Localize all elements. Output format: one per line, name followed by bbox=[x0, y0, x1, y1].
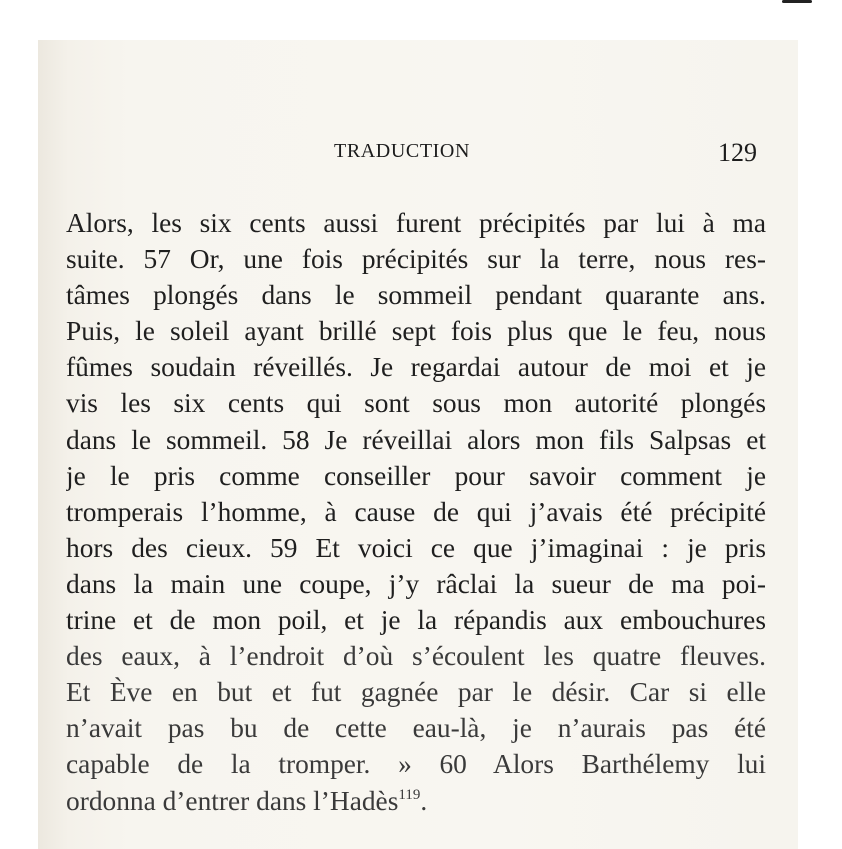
text-line: dans le sommeil. 58 Je réveillai alors mon fils Salpsas et bbox=[66, 424, 766, 455]
page-edge-shadow bbox=[782, 0, 812, 3]
page-number: 129 bbox=[718, 138, 757, 167]
last-line-text: ordonna d’entrer dans l’Hadès bbox=[66, 785, 399, 816]
text-line: hors des cieux. 59 Et voici ce que j’imaginai : je pris bbox=[66, 532, 766, 563]
footnote-reference[interactable]: 119 bbox=[398, 786, 421, 803]
text-line: Et Ève en but et fut gagnée par le désir. Car si elle bbox=[66, 677, 766, 708]
text-line: fûmes soudain réveillés. Je regardai autour de moi et je bbox=[66, 352, 766, 383]
text-line: Alors, les six cents aussi furent précipités par lui à ma bbox=[66, 208, 766, 238]
body-text bbox=[66, 205, 766, 819]
text-line: dans la main une coupe, j’y râclai la sueur de ma poi- bbox=[66, 568, 766, 599]
page-header bbox=[0, 138, 842, 168]
text-line: capable de la tromper. » 60 Alors Barthélemy lui bbox=[66, 749, 766, 780]
running-head: TRADUCTION bbox=[334, 140, 470, 162]
text-line-last bbox=[66, 783, 766, 819]
text-line: trine et de mon poil, et je la répandis aux embouchures bbox=[66, 605, 766, 636]
text-line: Puis, le soleil ayant brillé sept fois plus que le feu, nous bbox=[66, 316, 766, 347]
text-line: tromperais l’homme, à cause de qui j’avais été précipité bbox=[66, 496, 766, 527]
text-line: suite. 57 Or, une fois précipités sur la terre, nous res- bbox=[66, 244, 766, 275]
text-line: des eaux, à l’endroit d’où s’écoulent les quatre fleuves. bbox=[66, 641, 766, 672]
text-line: vis les six cents qui sont sous mon autorité plongés bbox=[66, 388, 766, 419]
text-line: n’avait pas bu de cette eau-là, je n’aurais pas été bbox=[66, 713, 766, 744]
text-line: je le pris comme conseiller pour savoir comment je bbox=[66, 460, 766, 491]
last-line-end: . bbox=[420, 785, 428, 816]
text-line: tâmes plongés dans le sommeil pendant quarante ans. bbox=[66, 280, 766, 311]
